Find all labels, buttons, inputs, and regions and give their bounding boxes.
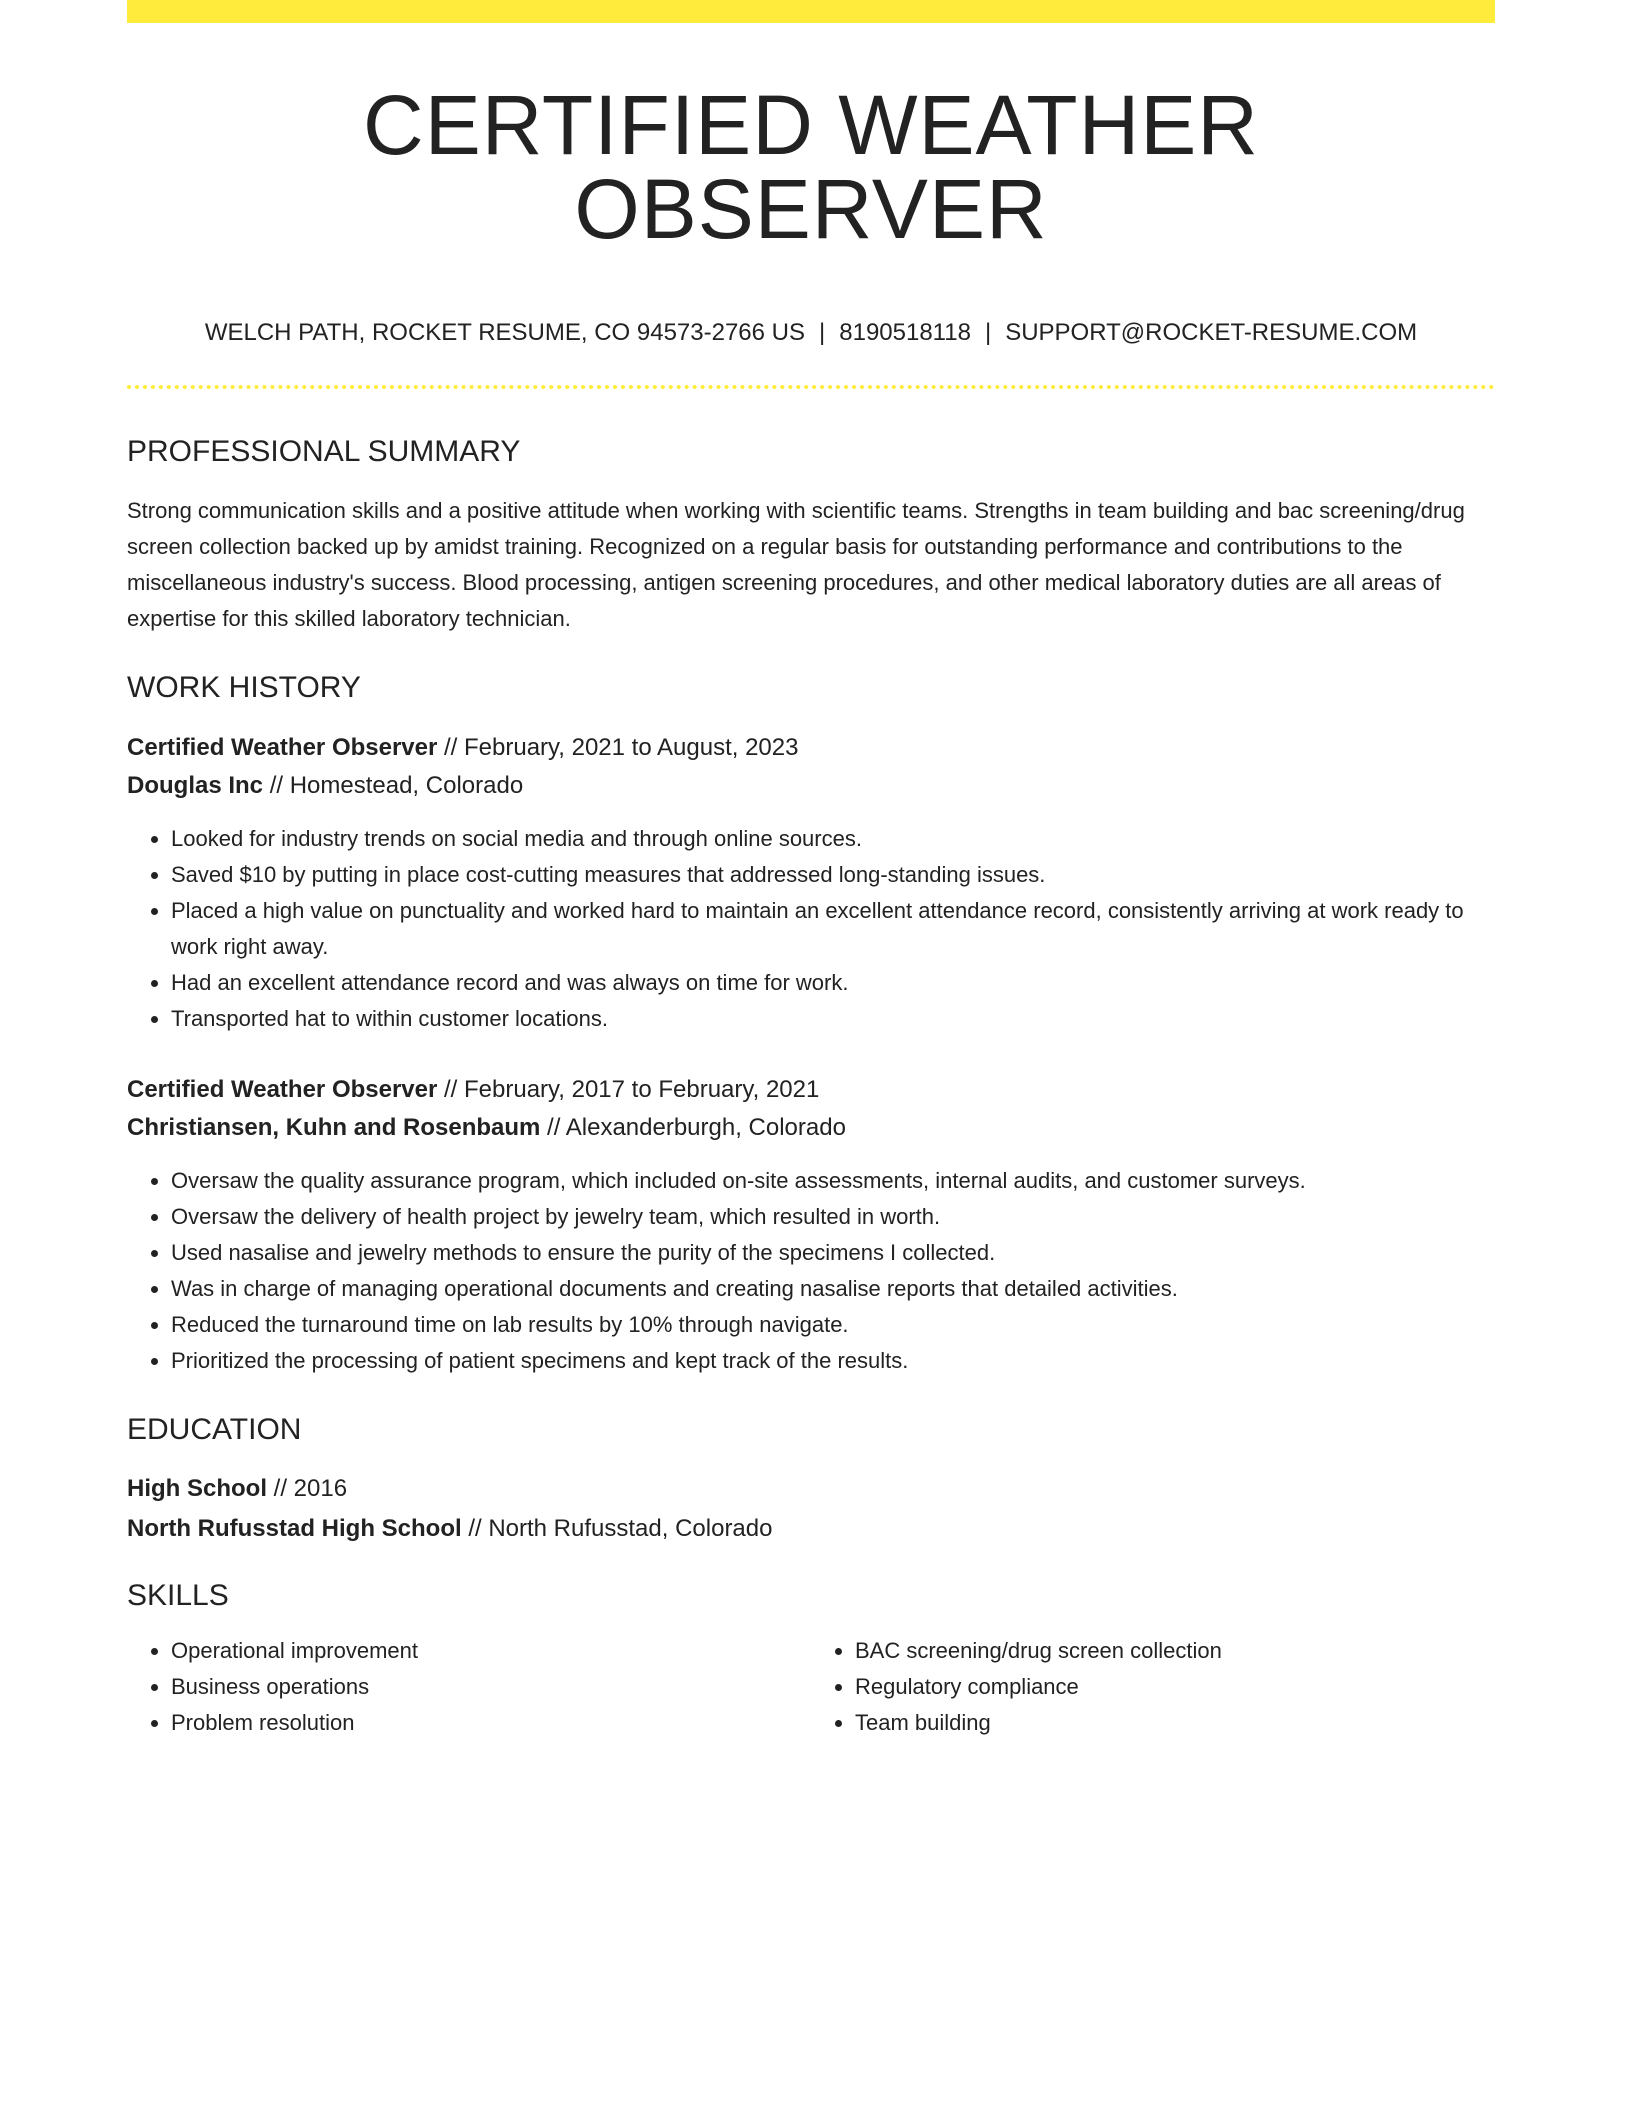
skill-item: • Regulatory compliance — [855, 1669, 1495, 1705]
job-separator: // — [437, 734, 465, 761]
education-separator: // — [461, 1515, 489, 1542]
contact-separator: | — [984, 319, 992, 346]
job-role: Certified Weather Observer — [127, 1076, 438, 1103]
skill-item: • BAC screening/drug screen collection — [855, 1633, 1495, 1669]
dotted-divider — [127, 385, 1495, 389]
education-entry — [127, 1469, 1495, 1549]
job-bullet: • Placed a high value on punctuality and worked hard to maintain an excellent attendance record, consistently arriving at work ready to work right away. — [171, 893, 1495, 965]
job-bullets — [127, 1163, 1495, 1379]
job-dates: February, 2017 to February, 2021 — [464, 1076, 820, 1103]
job-bullets — [127, 821, 1495, 1037]
work-history-heading: WORK HISTORY — [127, 671, 361, 704]
job-company-line — [127, 767, 1495, 805]
job-bullet: • Prioritized the processing of patient specimens and kept track of the results. — [171, 1343, 1495, 1379]
skill-item: • Problem resolution — [171, 1705, 811, 1741]
job-bullet: • Looked for industry trends on social media and through online sources. — [171, 821, 1495, 857]
resume-name: CERTIFIED WEATHER OBSERVER — [363, 78, 1259, 256]
job-bullet: • Transported hat to within customer locations. — [171, 1001, 1495, 1037]
job-separator: // — [437, 1076, 465, 1103]
contact-line — [127, 319, 1495, 347]
job-company-line — [127, 1109, 1495, 1147]
accent-bar — [127, 0, 1495, 23]
job-entry — [127, 1071, 1495, 1379]
job-separator: // — [540, 1114, 566, 1141]
education-school: North Rufusstad High School — [127, 1515, 462, 1542]
education-heading: EDUCATION — [127, 1413, 302, 1446]
skills-columns — [127, 1633, 1495, 1741]
job-role-line — [127, 1071, 1495, 1109]
contact-phone: 8190518118 — [839, 319, 971, 346]
education-location: North Rufusstad, Colorado — [488, 1515, 773, 1542]
job-location: Homestead, Colorado — [289, 772, 524, 799]
job-bullet: • Was in charge of managing operational documents and creating nasalise reports that detailed activities. — [171, 1271, 1495, 1307]
job-bullet: • Used nasalise and jewelry methods to ensure the purity of the specimens I collected. — [171, 1235, 1495, 1271]
resume-page — [127, 0, 1495, 1741]
job-bullet: • Had an excellent attendance record and was always on time for work. — [171, 965, 1495, 1001]
skills-left-list — [127, 1633, 811, 1741]
job-company: Christiansen, Kuhn and Rosenbaum — [127, 1114, 541, 1141]
job-bullet: • Reduced the turnaround time on lab results by 10% through navigate. — [171, 1307, 1495, 1343]
contact-address: WELCH PATH, ROCKET RESUME, CO 94573-2766 US — [204, 319, 806, 346]
summary-text: Strong communication skills and a positive attitude when working with scientific teams. Strengths in team building and bac screening/drug screen collection backed up by amidst training. Recognized on a regular basis for outstanding performance and contributions to the miscellaneous industry's success. Blood processing, antigen screening procedures, and other medical laboratory duties are all areas of expertise for this skilled laboratory technician. — [127, 498, 1465, 631]
job-role-line — [127, 729, 1495, 767]
education-degree: High School — [127, 1475, 267, 1502]
job-bullet: • Oversaw the quality assurance program, which included on-site assessments, internal audits, and customer surveys. — [171, 1163, 1495, 1199]
education-separator: // — [267, 1475, 294, 1502]
job-company: Douglas Inc — [127, 772, 264, 799]
job-entry — [127, 729, 1495, 1037]
skill-item: • Operational improvement — [171, 1633, 811, 1669]
job-bullet: • Saved $10 by putting in place cost-cutting measures that addressed long-standing issues. — [171, 857, 1495, 893]
job-bullet: • Oversaw the delivery of health project by jewelry team, which resulted in worth. — [171, 1199, 1495, 1235]
skills-right-list — [811, 1633, 1495, 1741]
summary-heading: PROFESSIONAL SUMMARY — [127, 435, 521, 468]
job-role: Certified Weather Observer — [127, 734, 438, 761]
contact-email: SUPPORT@ROCKET-RESUME.COM — [1005, 319, 1418, 346]
job-separator: // — [263, 772, 290, 799]
skills-heading: SKILLS — [127, 1579, 229, 1612]
skill-item: • Team building — [855, 1705, 1495, 1741]
job-location: Alexanderburgh, Colorado — [565, 1114, 846, 1141]
education-school-line — [127, 1509, 1495, 1549]
skill-item: • Business operations — [171, 1669, 811, 1705]
contact-separator: | — [819, 319, 826, 346]
job-dates: February, 2021 to August, 2023 — [464, 734, 799, 761]
education-degree-line — [127, 1469, 1495, 1509]
education-year: 2016 — [293, 1475, 348, 1502]
